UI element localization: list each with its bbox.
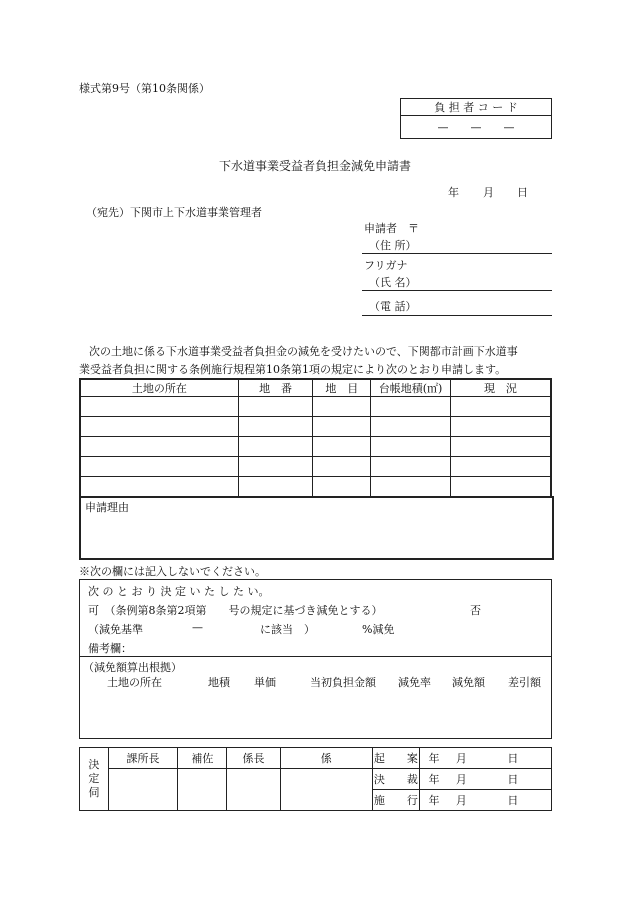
approval-decision-year: 年 (419, 769, 448, 790)
applicant-address-label: （住 所） (369, 239, 417, 252)
land-cell[interactable] (450, 457, 551, 477)
approval-stamp-section-chief[interactable] (108, 769, 178, 811)
decision-applies: に該当 ） (260, 623, 315, 636)
body-text-line2: 業受益者負担に関する条例施行規程第10条第1項の規定により次のとおり申請します。 (79, 363, 507, 376)
addressee: （宛先）下関市上下水道事業管理者 (86, 206, 262, 219)
date-day: 日 (517, 186, 528, 199)
decision-line1: 次 の と お り 決 定 い た し た い。 (88, 585, 270, 598)
land-cell[interactable] (238, 397, 313, 417)
land-cell[interactable] (450, 437, 551, 457)
applicant-label: 申請者 〒 (364, 222, 419, 235)
document-title: 下水道事業受益者負担金減免申請書 (218, 159, 411, 173)
approval-role-section-chief: 課所長 (108, 748, 178, 769)
approval-stamp-subsection-chief[interactable] (227, 769, 280, 811)
calc-header-balance: 差引額 (508, 676, 541, 689)
land-cell[interactable] (313, 457, 371, 477)
calc-header-initial-amount: 当初負担金額 (310, 676, 376, 689)
approval-enforce-day: 日 (475, 790, 552, 811)
approval-role-assistant: 補佐 (178, 748, 227, 769)
approval-table (79, 747, 552, 811)
approval-side-label: 決定伺 (80, 748, 109, 811)
land-cell[interactable] (238, 437, 313, 457)
decision-remarks: 備考欄： (88, 642, 132, 655)
reason-box[interactable] (79, 496, 554, 560)
land-table (79, 378, 552, 498)
approval-draft-year: 年 (419, 748, 448, 769)
approval-enforce-year: 年 (419, 790, 448, 811)
land-header-condition: 現 況 (450, 379, 551, 397)
applicant-phone-label: （電 話） (369, 300, 417, 313)
approval-decision-month: 月 (448, 769, 475, 790)
reason-label: 申請理由 (85, 501, 129, 514)
table-row (80, 397, 551, 417)
land-header-lot: 地 番 (238, 379, 313, 397)
calc-header-reduction: 減免額 (452, 676, 485, 689)
table-row (80, 457, 551, 477)
land-cell[interactable] (450, 417, 551, 437)
land-cell[interactable] (313, 417, 371, 437)
approval-enforce-month: 月 (448, 790, 475, 811)
land-cell[interactable] (313, 437, 371, 457)
table-row (80, 417, 551, 437)
land-cell[interactable] (80, 457, 238, 477)
land-cell[interactable] (313, 397, 371, 417)
applicant-furigana-label: フリガナ (364, 259, 408, 272)
land-cell[interactable] (371, 477, 451, 498)
land-cell[interactable] (450, 477, 551, 498)
land-cell[interactable] (238, 417, 313, 437)
decision-approve: 可 （条例第8条第2項第 号の規定に基づき減免とする） (88, 604, 383, 617)
approval-stamp-staff[interactable] (280, 769, 372, 811)
land-cell[interactable] (371, 437, 451, 457)
decision-box (79, 579, 552, 739)
calc-header-location: 土地の所在 (107, 676, 162, 689)
form-number: 様式第9号（第10条関係） (79, 82, 210, 95)
land-cell[interactable] (450, 397, 551, 417)
approval-step-decision: 決 裁 (372, 769, 419, 790)
approval-role-subsection-chief: 係長 (227, 748, 280, 769)
land-cell[interactable] (80, 437, 238, 457)
calc-header-rate: 減免率 (398, 676, 431, 689)
name-underline (362, 290, 552, 291)
land-header-location: 土地の所在 (80, 379, 238, 397)
decision-percent: %減免 (362, 623, 395, 636)
land-cell[interactable] (371, 457, 451, 477)
land-cell[interactable] (371, 417, 451, 437)
land-header-area: 台帳地積(㎡) (371, 379, 451, 397)
calc-header-area: 地積 (208, 676, 230, 689)
table-row (80, 437, 551, 457)
land-cell[interactable] (371, 397, 451, 417)
approval-decision-day: 日 (475, 769, 552, 790)
approval-step-draft: 起 案 (372, 748, 419, 769)
address-underline (362, 253, 552, 254)
approval-draft-month: 月 (448, 748, 475, 769)
land-cell[interactable] (80, 397, 238, 417)
table-row (80, 477, 551, 498)
land-cell[interactable] (80, 417, 238, 437)
calc-header-unit-price: 単価 (254, 676, 276, 689)
approval-draft-day: 日 (475, 748, 552, 769)
land-cell[interactable] (80, 477, 238, 498)
land-cell[interactable] (238, 457, 313, 477)
date-month: 月 (483, 186, 494, 199)
payer-code-label: 負 担 者 コ ー ド (401, 99, 552, 116)
payer-code-box (400, 98, 552, 139)
body-text-line1: 次の土地に係る下水道事業受益者負担金の減免を受けたいので、下関都市計画下水道事 (89, 345, 518, 358)
calc-label: （減免額算出根拠） (83, 661, 182, 674)
decision-criteria-dash: — (192, 621, 203, 634)
date-year: 年 (448, 186, 459, 199)
approval-stamp-assistant[interactable] (178, 769, 227, 811)
approval-step-enforce: 施 行 (372, 790, 419, 811)
applicant-name-label: （氏 名） (369, 276, 417, 289)
payer-code-field[interactable]: — — — (401, 116, 552, 139)
notice-text: ※次の欄には記入しないでください。 (79, 565, 266, 578)
approval-role-staff: 係 (280, 748, 372, 769)
land-header-category: 地 目 (313, 379, 371, 397)
land-cell[interactable] (313, 477, 371, 498)
decision-criteria: （減免基準 (88, 623, 143, 636)
land-cell[interactable] (238, 477, 313, 498)
phone-underline (362, 315, 552, 316)
decision-divider (80, 656, 551, 657)
decision-reject: 否 (470, 604, 481, 617)
